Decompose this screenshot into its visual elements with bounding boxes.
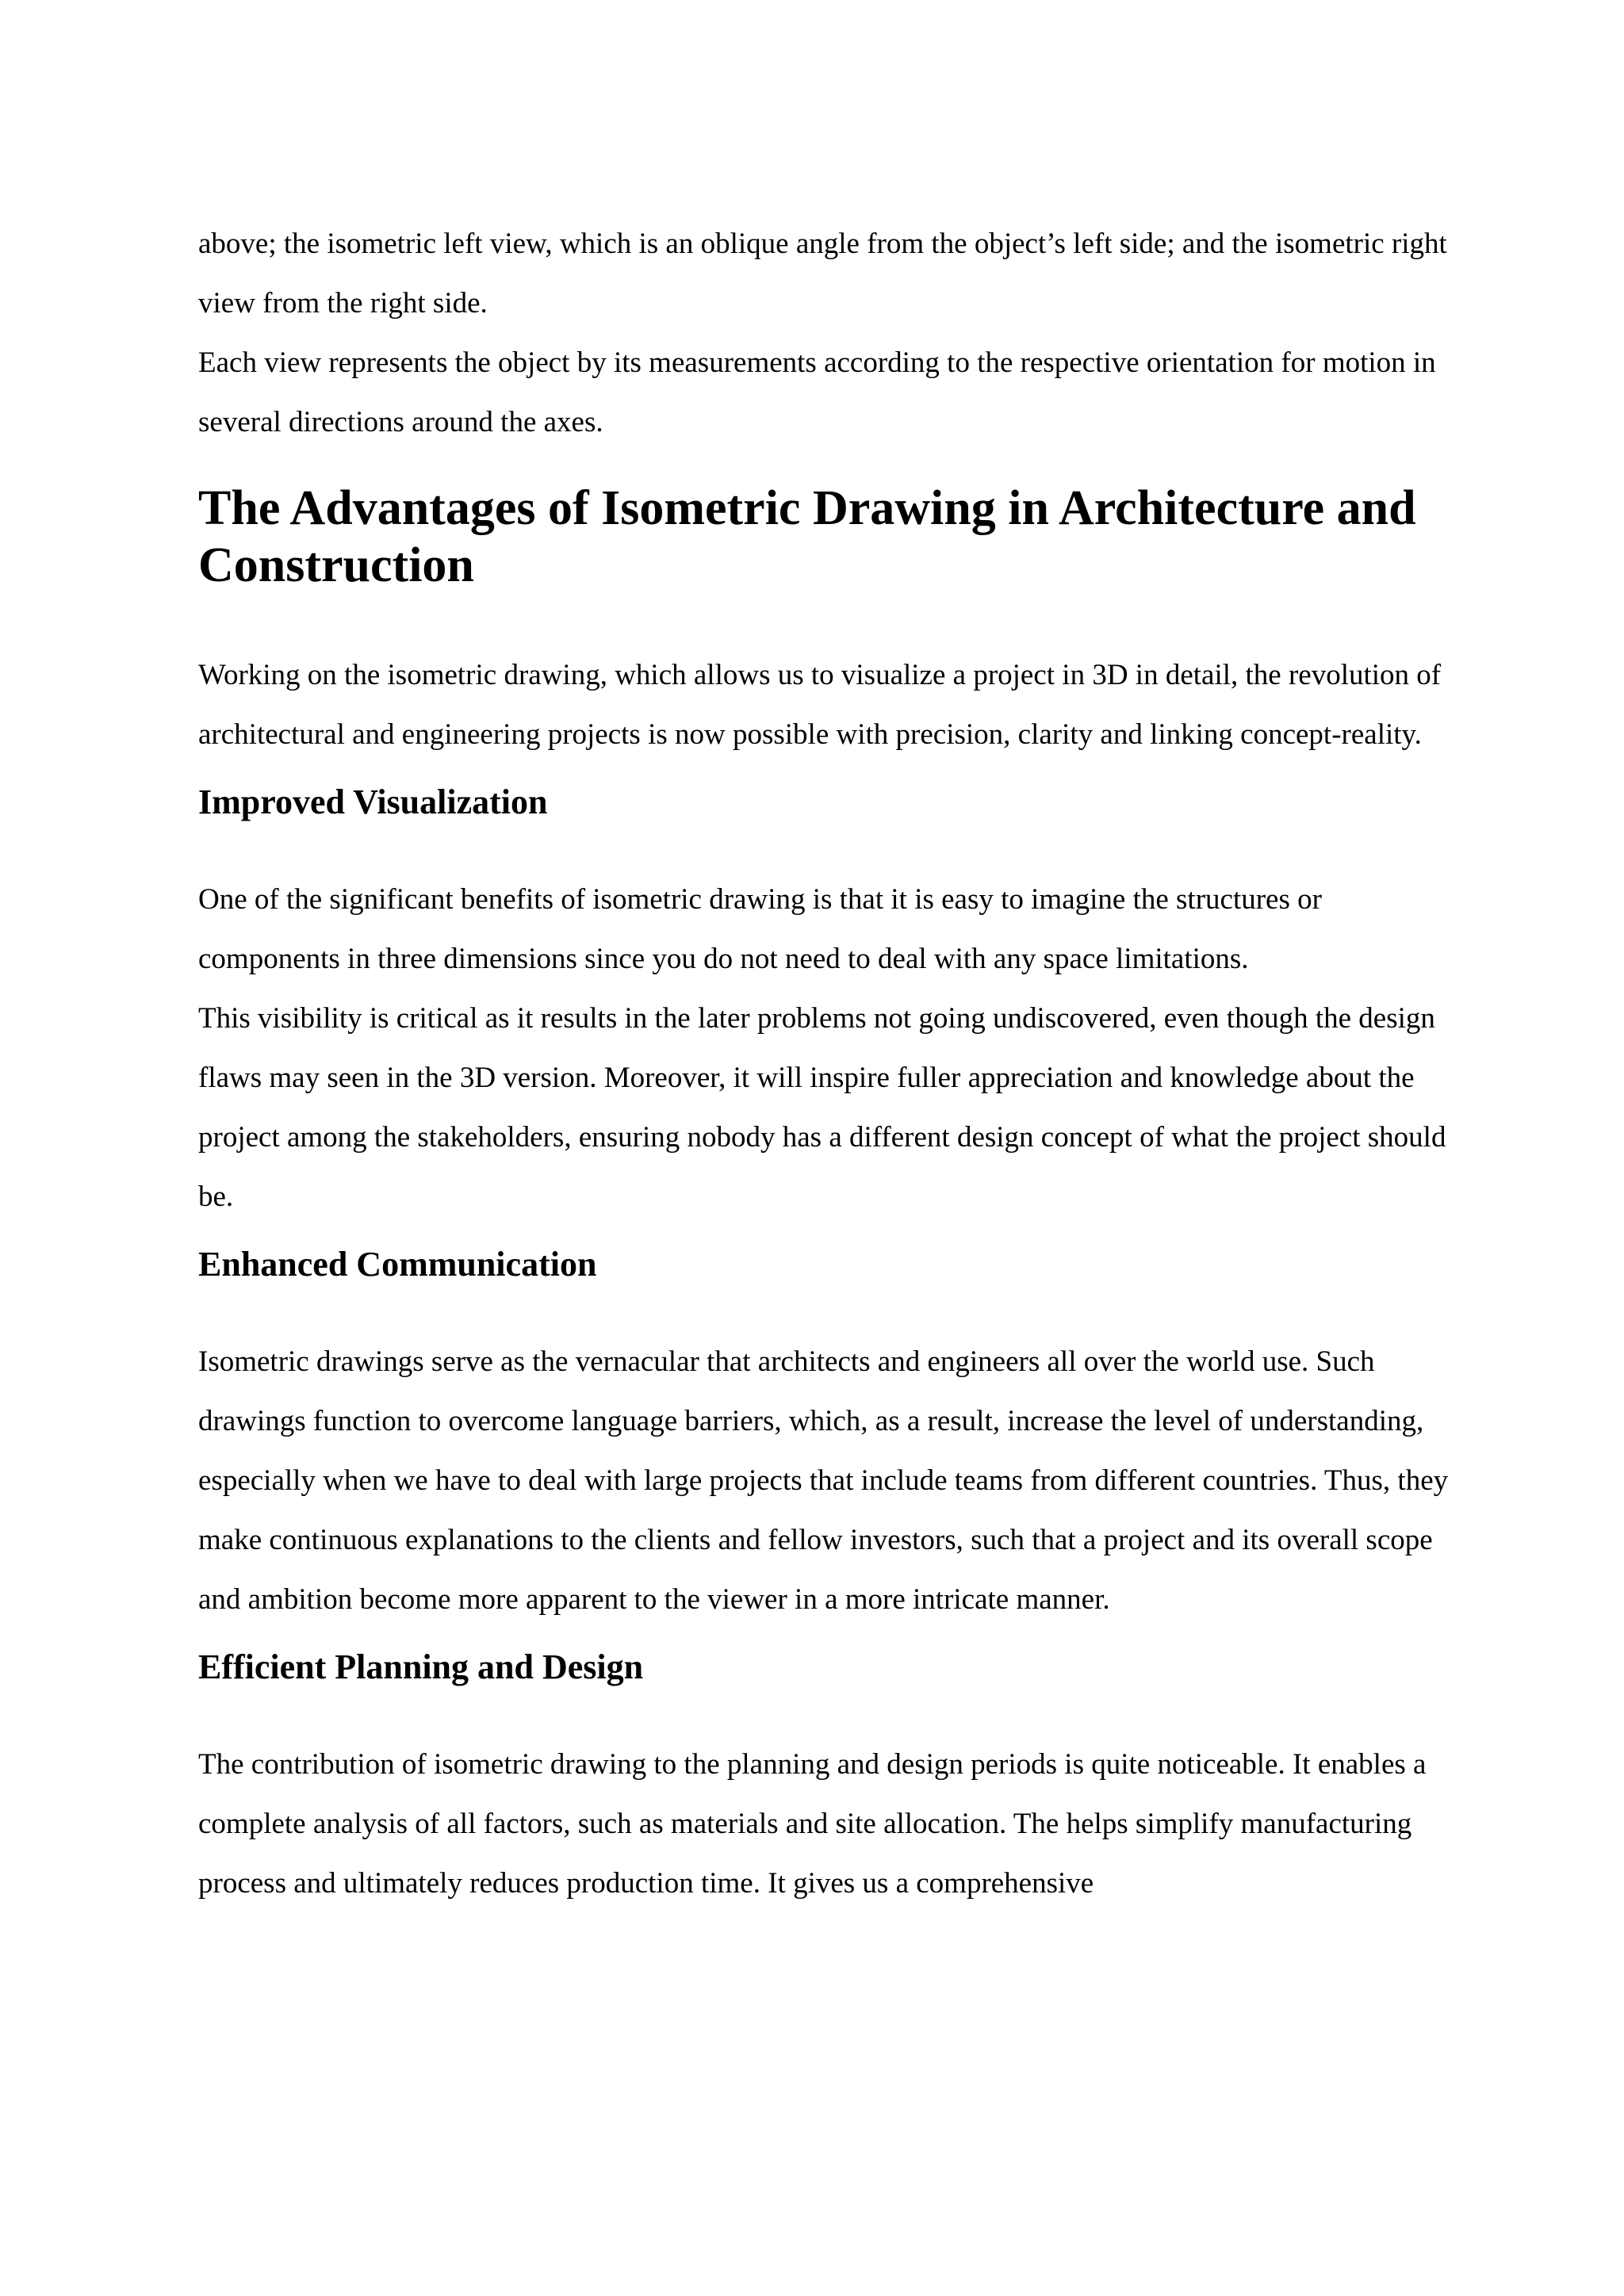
spacer bbox=[198, 1691, 1451, 1735]
spacer bbox=[198, 1629, 1451, 1644]
spacer bbox=[198, 764, 1451, 779]
enhanced-communication-paragraph: Isometric drawings serve as the vernacular that architects and engineers all over the world use. Such drawings function to overcome language barriers, which, as a result, increase the level of understanding, especially when we have to deal with large projects that include teams from different countries. Thus, they make continuous explanations to the clients and fellow investors, such that a project and its overall scope and ambition become more apparent to the viewer in a more intricate manner. bbox=[198, 1345, 1449, 1616]
spacer bbox=[198, 1288, 1451, 1332]
spacer bbox=[198, 1226, 1451, 1241]
subheading-enhanced-communication: Enhanced Communication bbox=[198, 1245, 597, 1284]
intro-paragraph-2: Each view represents the object by its measurements according to the respective orientation for motion in several directions around the axes. bbox=[198, 346, 1436, 438]
document-content bbox=[198, 214, 1451, 1913]
intro-paragraph-1: above; the isometric left view, which is an oblique angle from the object’s left side; and the isometric right view from the right side. bbox=[198, 228, 1447, 320]
section-heading: The Advantages of Isometric Drawing in Architecture and Construction bbox=[198, 481, 1416, 592]
section-intro-paragraph: Working on the isometric drawing, which allows us to visualize a project in 3D in detail, the revolution of architectural and engineering projects is now possible with precision, clarity and linking concept-reality. bbox=[198, 659, 1442, 751]
spacer bbox=[198, 452, 1451, 480]
subheading-efficient-planning: Efficient Planning and Design bbox=[198, 1647, 644, 1686]
improved-visualization-paragraph-1: One of the significant benefits of isometric drawing is that it is easy to imagine the structures or components in three dimensions since you do not need to deal with any space limitations. bbox=[198, 883, 1322, 975]
efficient-planning-paragraph: The contribution of isometric drawing to the planning and design periods is quite noticeable. It enables a complete analysis of all factors, such as materials and site allocation. The helps simplify manufacturing process and ultimately reduces production time. It gives us a comprehensive bbox=[198, 1748, 1427, 1900]
subheading-improved-visualization: Improved Visualization bbox=[198, 783, 548, 821]
improved-visualization-paragraph-2: This visibility is critical as it results in the later problems not going undiscovered, even though the design flaws may seen in the 3D version. Moreover, it will inspire fuller appreciation and knowledge about the project among the stakeholders, ensuring nobody has a different design concept of what the project should be. bbox=[198, 1002, 1446, 1213]
spacer bbox=[198, 826, 1451, 870]
spacer bbox=[198, 594, 1451, 645]
